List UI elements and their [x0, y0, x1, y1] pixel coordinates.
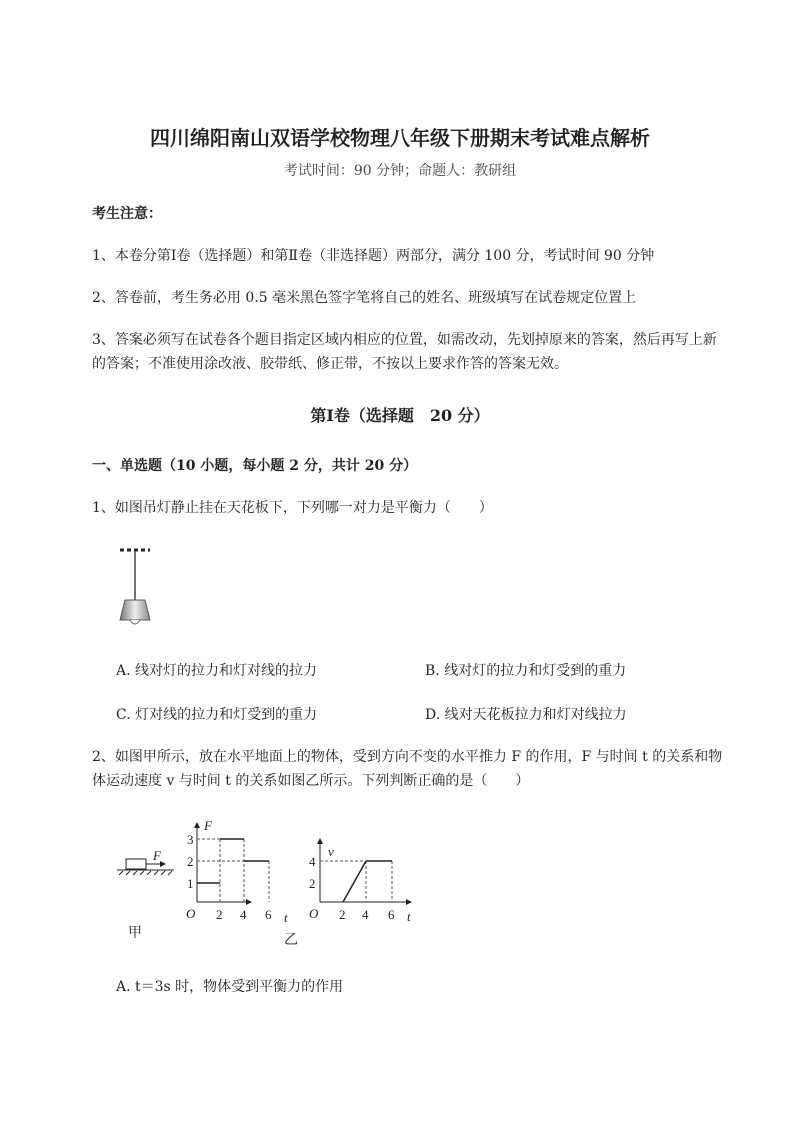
t-axis-label: t — [284, 910, 288, 925]
notice-item: 1、本卷分第Ⅰ卷（选择题）和第Ⅱ卷（非选择题）两部分，满分 100 分，考试时间 90 分钟 — [92, 248, 655, 264]
F-tick: 2 — [187, 854, 194, 869]
origin-label: O — [186, 906, 196, 921]
pendant-lamp-figure — [110, 540, 170, 635]
t-tick: 2 — [339, 907, 346, 922]
force-velocity-figure — [100, 810, 420, 950]
notice-heading: 考生注意： — [92, 206, 162, 222]
q1-option-d[interactable]: D. 线对天花板拉力和灯对线拉力 — [425, 707, 627, 723]
question-2-stem: 2、如图甲所示，放在水平地面上的物体，受到方向不变的水平推力 F 的作用，F 与时间 t 的关系和物 — [92, 749, 723, 765]
t-axis-label: t — [407, 909, 411, 924]
figure-label-yi: 乙 — [284, 933, 298, 948]
question-2-stem: 体运动速度 v 与时间 t 的关系如图乙所示。下列判断正确的是（ ） — [92, 773, 530, 789]
t-tick: 6 — [388, 907, 395, 922]
section-title: 第Ⅰ卷（选择题 20 分） — [310, 406, 490, 425]
notice-item: 3、答案必须写在试卷各个题目指定区域内相应的位置，如需改动，先划掉原来的答案，然后再写上新 — [92, 332, 717, 348]
t-tick: 6 — [265, 907, 272, 922]
part-title: 一、单选题（10 小题，每小题 2 分，共计 20 分） — [92, 458, 418, 474]
v-axis-label: v — [328, 844, 334, 859]
t-tick: 4 — [240, 907, 247, 922]
v-tick: 4 — [309, 854, 316, 869]
notice-item: 2、答卷前，考生务必用 0.5 毫米黑色签字笔将自己的姓名、班级填写在试卷规定位置上 — [92, 290, 637, 306]
v-tick: 2 — [309, 876, 316, 891]
page-title: 四川绵阳南山双语学校物理八年级下册期末考试难点解析 — [150, 126, 650, 150]
q1-option-b[interactable]: B. 线对灯的拉力和灯受到的重力 — [425, 663, 627, 679]
q2-option-a[interactable]: A. t＝3s 时，物体受到平衡力的作用 — [116, 979, 344, 995]
q1-option-c[interactable]: C. 灯对线的拉力和灯受到的重力 — [116, 707, 318, 723]
notice-item: 的答案；不准使用涂改液、胶带纸、修正带，不按以上要求作答的答案无效。 — [92, 356, 568, 372]
q1-option-a[interactable]: A. 线对灯的拉力和灯对线的拉力 — [116, 663, 318, 679]
figure-label-jia: 甲 — [128, 926, 142, 941]
force-label: F — [153, 848, 161, 863]
F-tick: 3 — [187, 832, 194, 847]
origin-label: O — [309, 906, 319, 921]
F-axis-label: F — [204, 818, 212, 833]
question-1-stem: 1、如图吊灯静止挂在天花板下，下列哪一对力是平衡力（ ） — [92, 500, 493, 516]
t-tick: 4 — [362, 907, 369, 922]
t-tick: 2 — [216, 907, 223, 922]
subtitle: 考试时间：90 分钟；命题人：教研组 — [283, 163, 517, 179]
F-tick: 1 — [187, 876, 194, 891]
